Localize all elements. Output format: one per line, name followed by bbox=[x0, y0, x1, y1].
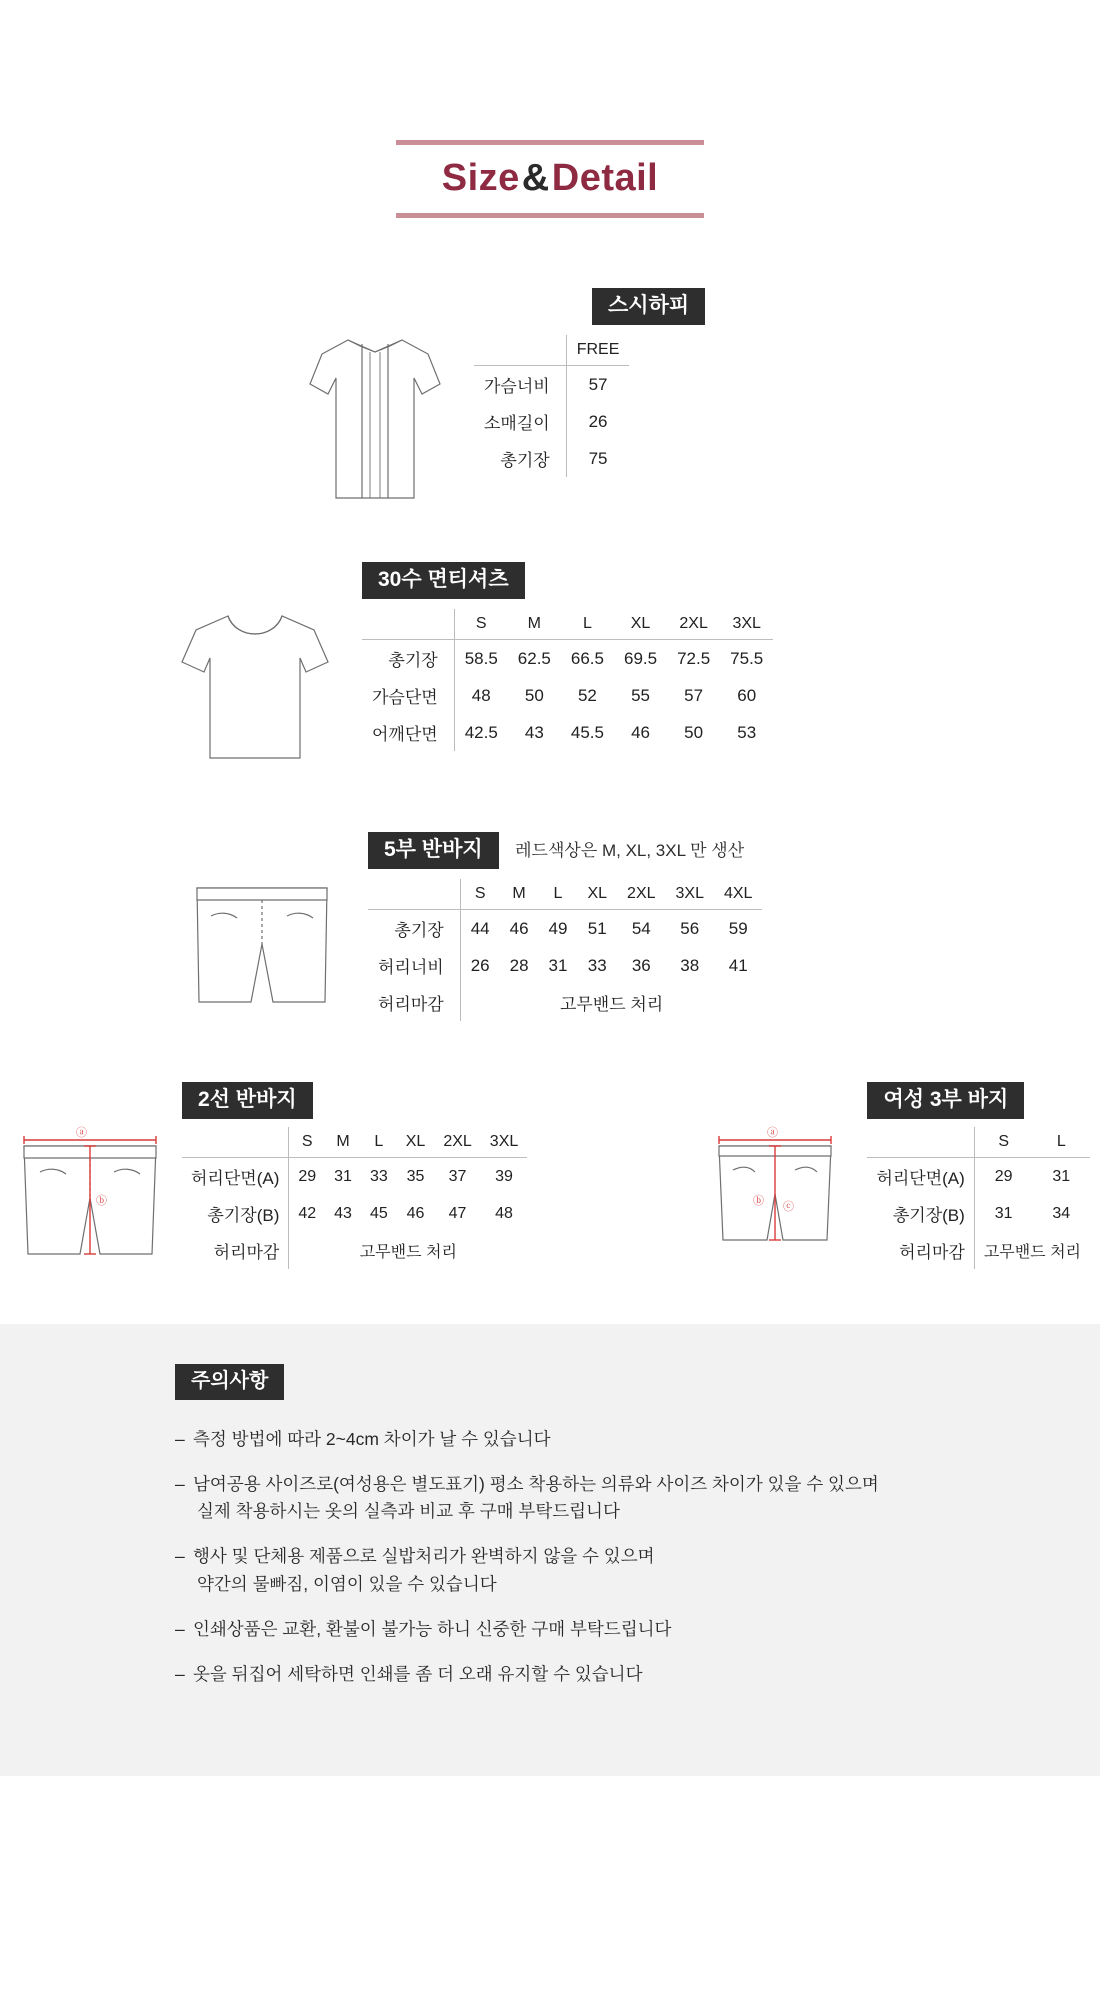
table-area-cotton-tshirt bbox=[362, 562, 773, 751]
list-item bbox=[175, 1616, 1100, 1643]
col-header: L bbox=[1033, 1127, 1090, 1158]
table-area-women-shorts bbox=[867, 1082, 1090, 1269]
list-item bbox=[175, 1543, 1100, 1597]
cell: 29 bbox=[994, 1167, 1013, 1185]
label-two-line-shorts: 2선 반바지 bbox=[182, 1082, 313, 1119]
cell: 41 bbox=[728, 955, 748, 975]
cell: 50 bbox=[684, 722, 704, 742]
list-item bbox=[175, 1426, 1100, 1453]
col-header: FREE bbox=[566, 335, 629, 366]
cell: 46 bbox=[509, 918, 529, 938]
section-cotton-tshirt bbox=[0, 562, 1100, 772]
label-notice: 주의사항 bbox=[175, 1364, 284, 1400]
cell: 45.5 bbox=[570, 722, 604, 742]
cell-span: 고무밴드 처리 bbox=[359, 1244, 457, 1261]
dash: – bbox=[175, 1663, 185, 1684]
cell: 46 bbox=[631, 722, 650, 742]
cell: 45 bbox=[369, 1204, 388, 1222]
col-header: M bbox=[500, 879, 539, 910]
list-item bbox=[175, 1471, 1100, 1525]
notice-line-1: 측정 방법에 따라 2~4cm 차이가 날 수 있습니다 bbox=[193, 1429, 551, 1449]
marker-c-label: ⓒ bbox=[783, 1201, 795, 1213]
cell: 43 bbox=[334, 1204, 352, 1222]
table-row bbox=[867, 1195, 1090, 1232]
cell: 31 bbox=[994, 1204, 1013, 1222]
marker-b-label: ⓑ bbox=[96, 1195, 107, 1207]
col-header: 3XL bbox=[720, 609, 773, 640]
table-area-sushi-happi bbox=[474, 288, 705, 477]
cell: 29 bbox=[298, 1167, 317, 1185]
col-header: 3XL bbox=[481, 1127, 527, 1158]
cell: 35 bbox=[406, 1167, 425, 1185]
cell: 75.5 bbox=[730, 648, 764, 668]
row-label: 가슴단면 bbox=[362, 677, 454, 714]
col-header: 2XL bbox=[617, 879, 665, 910]
cell: 66.5 bbox=[570, 648, 604, 668]
section-two-line-shorts bbox=[10, 1082, 527, 1272]
cell: 58.5 bbox=[464, 648, 498, 668]
shorts-icon bbox=[175, 872, 350, 1022]
corner-cell bbox=[474, 335, 566, 366]
col-header: S bbox=[460, 879, 499, 910]
cell: 75 bbox=[588, 448, 608, 468]
notice-inner bbox=[0, 1364, 1100, 1688]
shirt-open-icon bbox=[300, 322, 450, 512]
notice-section bbox=[0, 1324, 1100, 1776]
label-women-shorts: 여성 3부 바지 bbox=[867, 1082, 1024, 1119]
col-header: L bbox=[361, 1127, 397, 1158]
cell: 59 bbox=[728, 918, 748, 938]
row-label: 허리마감 bbox=[182, 1232, 289, 1269]
cell: 56 bbox=[680, 918, 700, 938]
cell: 48 bbox=[495, 1204, 513, 1222]
col-header: M bbox=[325, 1127, 361, 1158]
cell: 47 bbox=[448, 1204, 467, 1222]
shorts-women-icon bbox=[695, 1112, 855, 1272]
col-header: 4XL bbox=[714, 879, 762, 910]
cell: 69.5 bbox=[623, 648, 658, 668]
section-half-shorts bbox=[0, 832, 1100, 1022]
page-title-amp: & bbox=[521, 157, 550, 199]
note-half-shorts: 레드색상은 M, XL, 3XL 만 생산 bbox=[515, 841, 745, 860]
table-header-row bbox=[182, 1127, 527, 1158]
cell: 60 bbox=[737, 685, 757, 705]
col-header: S bbox=[974, 1127, 1032, 1158]
cell: 72.5 bbox=[677, 648, 711, 668]
tag-line-women-shorts bbox=[867, 1082, 1090, 1119]
col-header: 2XL bbox=[667, 609, 720, 640]
row-label: 허리단면(A) bbox=[867, 1158, 974, 1196]
table-row bbox=[362, 714, 773, 751]
cell: 31 bbox=[548, 955, 568, 975]
cell: 50 bbox=[524, 685, 544, 705]
row-label: 허리단면(A) bbox=[182, 1158, 289, 1196]
cell: 33 bbox=[587, 955, 607, 975]
page-title bbox=[442, 159, 658, 197]
table-area-two-line-shorts bbox=[182, 1082, 527, 1269]
col-header: M bbox=[508, 609, 561, 640]
notice-line-2: 약간의 물빠짐, 이염이 있을 수 있습니다 bbox=[197, 1573, 497, 1594]
cell: 57 bbox=[588, 374, 608, 394]
cell: 44 bbox=[470, 918, 490, 938]
tag-line-half-shorts bbox=[368, 832, 762, 869]
notice-line-1: 남여공용 사이즈로(여성용은 별도표기) 평소 착용하는 의류와 사이즈 차이가 있을 수 있으며 bbox=[193, 1474, 879, 1495]
table-row bbox=[362, 640, 773, 678]
table-row bbox=[182, 1158, 527, 1196]
page-title-right: Detail bbox=[551, 157, 659, 199]
row-label: 소매길이 bbox=[474, 403, 566, 440]
dash: – bbox=[175, 1429, 185, 1449]
table-header-row bbox=[867, 1127, 1090, 1158]
cell: 48 bbox=[471, 685, 491, 705]
cell: 53 bbox=[737, 722, 757, 742]
table-row bbox=[474, 366, 629, 404]
notice-line-1: 옷을 뒤집어 세탁하면 인쇄를 좀 더 오래 유지할 수 있습니다 bbox=[193, 1663, 643, 1684]
tshirt-icon bbox=[170, 602, 340, 772]
cell: 34 bbox=[1052, 1204, 1071, 1222]
cell-span: 고무밴드 처리 bbox=[983, 1244, 1081, 1261]
col-header: XL bbox=[577, 879, 617, 910]
col-header: 2XL bbox=[434, 1127, 480, 1158]
cell: 57 bbox=[684, 685, 704, 705]
cell: 51 bbox=[587, 918, 607, 938]
cell: 43 bbox=[524, 722, 544, 742]
notice-line-1: 행사 및 단체용 제품으로 실밥처리가 완벽하지 않을 수 있으며 bbox=[193, 1546, 655, 1567]
label-cotton-tshirt: 30수 면티셔츠 bbox=[362, 562, 525, 599]
row-label: 허리너비 bbox=[368, 947, 460, 984]
table-header-row bbox=[474, 335, 629, 366]
cell: 37 bbox=[448, 1167, 467, 1185]
cell: 28 bbox=[509, 955, 529, 975]
cell: 52 bbox=[577, 685, 597, 705]
cell: 31 bbox=[1052, 1167, 1071, 1185]
table-row bbox=[362, 677, 773, 714]
marker-a-label: ⓐ bbox=[767, 1127, 779, 1139]
row-label: 총기장(B) bbox=[182, 1195, 289, 1232]
row-label: 가슴너비 bbox=[474, 366, 566, 404]
row-label: 어깨단면 bbox=[362, 714, 454, 751]
table-row bbox=[368, 984, 762, 1021]
table-row bbox=[368, 910, 762, 948]
page-title-box bbox=[396, 140, 704, 218]
label-half-shorts: 5부 반바지 bbox=[368, 832, 499, 869]
table-row bbox=[368, 947, 762, 984]
row-label: 허리마감 bbox=[867, 1232, 974, 1269]
table-area-half-shorts bbox=[368, 832, 762, 1021]
cell: 54 bbox=[631, 918, 651, 938]
size-table-half-shorts bbox=[368, 879, 762, 1021]
size-table-cotton-tshirt bbox=[362, 609, 773, 751]
cell: 26 bbox=[470, 955, 490, 975]
table-header-row bbox=[362, 609, 773, 640]
cell-span: 고무밴드 처리 bbox=[559, 995, 664, 1014]
cell: 33 bbox=[369, 1167, 388, 1185]
marker-a-label: ⓐ bbox=[76, 1127, 87, 1139]
cell: 36 bbox=[631, 955, 651, 975]
row-label: 총기장 bbox=[362, 640, 454, 678]
cell: 62.5 bbox=[517, 648, 551, 668]
corner-cell bbox=[362, 609, 454, 640]
notice-line-2: 실제 착용하시는 옷의 실측과 비교 후 구매 부탁드립니다 bbox=[197, 1501, 620, 1522]
size-table-two-line-shorts bbox=[182, 1127, 527, 1269]
cell: 31 bbox=[334, 1167, 352, 1185]
label-sushi-happi: 스시하피 bbox=[592, 288, 705, 325]
page-title-left: Size bbox=[441, 157, 520, 199]
page-title-wrap bbox=[0, 0, 1100, 218]
col-header: S bbox=[454, 609, 508, 640]
dash: – bbox=[175, 1546, 185, 1567]
col-header: XL bbox=[614, 609, 667, 640]
cell: 38 bbox=[680, 955, 700, 975]
section-sushi-happi bbox=[0, 288, 1100, 512]
notice-list bbox=[175, 1426, 1100, 1688]
tag-line-sushi-happi bbox=[592, 288, 705, 325]
row-label: 총기장(B) bbox=[867, 1195, 974, 1232]
tag-line-two-line-shorts bbox=[182, 1082, 527, 1119]
col-header: S bbox=[289, 1127, 325, 1158]
table-row bbox=[474, 440, 629, 477]
row-label: 총기장 bbox=[474, 440, 566, 477]
table-row bbox=[867, 1158, 1090, 1196]
cell: 55 bbox=[631, 685, 650, 705]
col-header: L bbox=[561, 609, 614, 640]
cell: 42.5 bbox=[464, 722, 498, 742]
dash: – bbox=[175, 1618, 185, 1639]
section-women-shorts bbox=[695, 1082, 1090, 1272]
marker-b-label: ⓑ bbox=[753, 1195, 765, 1207]
cell: 49 bbox=[548, 918, 568, 938]
tag-line-cotton-tshirt bbox=[362, 562, 773, 599]
cell: 42 bbox=[298, 1204, 317, 1222]
list-item bbox=[175, 1661, 1100, 1688]
col-header: L bbox=[539, 879, 578, 910]
corner-cell bbox=[867, 1127, 974, 1158]
size-table-women-shorts bbox=[867, 1127, 1090, 1269]
row-label: 허리마감 bbox=[368, 984, 460, 1021]
col-header: 3XL bbox=[666, 879, 714, 910]
shorts-striped-icon bbox=[10, 1112, 170, 1272]
section-shorts-pair bbox=[0, 1082, 1100, 1272]
table-header-row bbox=[368, 879, 762, 910]
table-row bbox=[474, 403, 629, 440]
dash: – bbox=[175, 1474, 185, 1495]
cell: 39 bbox=[495, 1167, 513, 1185]
col-header: XL bbox=[397, 1127, 435, 1158]
corner-cell bbox=[368, 879, 460, 910]
table-row bbox=[867, 1232, 1090, 1269]
table-row bbox=[182, 1232, 527, 1269]
size-table-sushi-happi bbox=[474, 335, 629, 477]
cell: 26 bbox=[588, 411, 608, 431]
cell: 46 bbox=[406, 1204, 425, 1222]
notice-line-1: 인쇄상품은 교환, 환불이 불가능 하니 신중한 구매 부탁드립니다 bbox=[193, 1618, 672, 1639]
table-row bbox=[182, 1195, 527, 1232]
corner-cell bbox=[182, 1127, 289, 1158]
row-label: 총기장 bbox=[368, 910, 460, 948]
